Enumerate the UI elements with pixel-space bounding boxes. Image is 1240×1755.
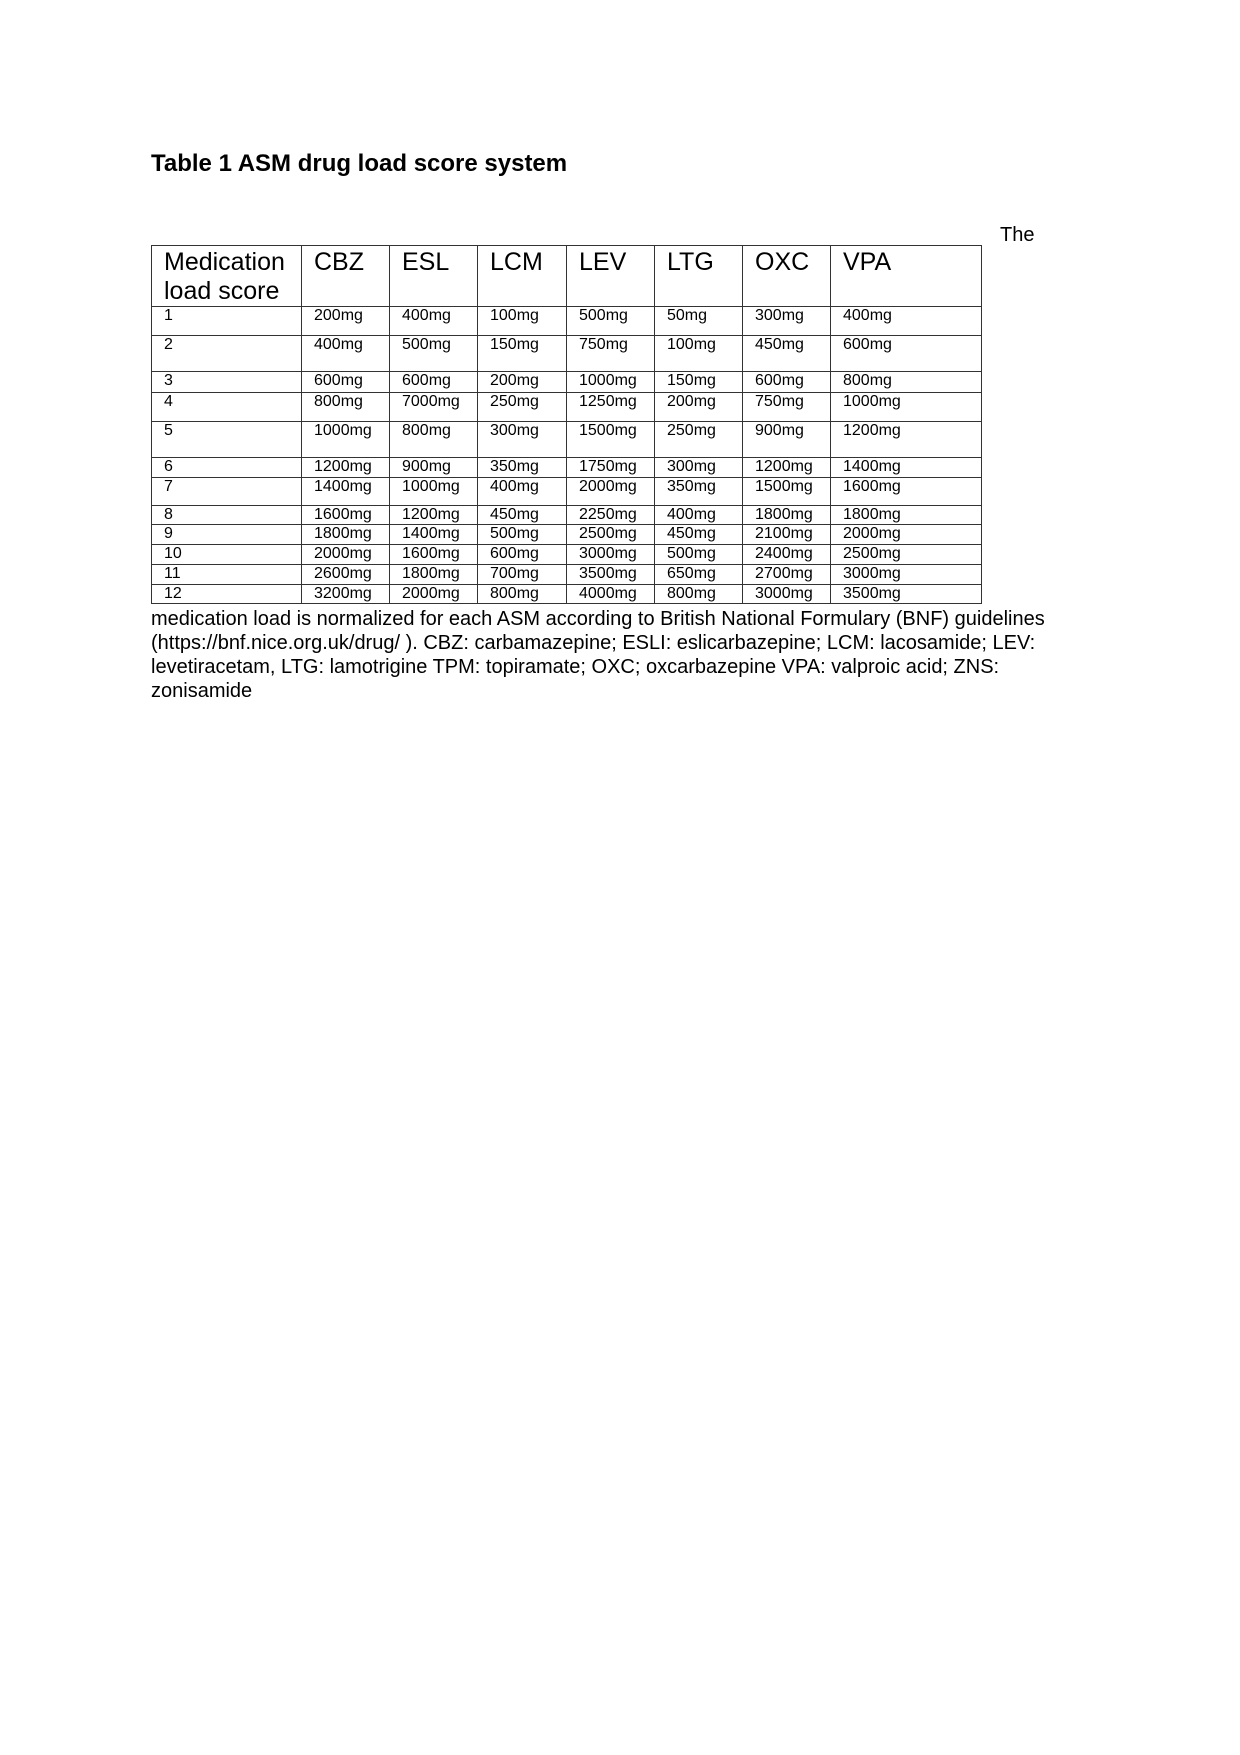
load-score-cell: 6: [152, 458, 302, 478]
header-esl: ESL: [390, 246, 478, 307]
dose-cell: 900mg: [743, 422, 831, 458]
dose-cell: 2000mg: [390, 585, 478, 604]
dose-cell: 400mg: [302, 336, 390, 372]
table-row: [152, 565, 982, 585]
dose-cell: 800mg: [831, 372, 982, 393]
dose-cell: 3000mg: [831, 565, 982, 585]
dose-cell: 4000mg: [567, 585, 655, 604]
dose-cell: 1500mg: [567, 422, 655, 458]
dose-cell: 2100mg: [743, 525, 831, 545]
dose-cell: 700mg: [478, 565, 567, 585]
dose-cell: 3500mg: [831, 585, 982, 604]
load-score-cell: 10: [152, 545, 302, 565]
dose-cell: 2500mg: [567, 525, 655, 545]
header-ltg: LTG: [655, 246, 743, 307]
dose-cell: 2000mg: [831, 525, 982, 545]
dose-cell: 3200mg: [302, 585, 390, 604]
dose-cell: 500mg: [655, 545, 743, 565]
dose-cell: 1200mg: [390, 506, 478, 525]
dose-cell: 450mg: [655, 525, 743, 545]
dose-cell: 300mg: [655, 458, 743, 478]
dose-cell: 1800mg: [831, 506, 982, 525]
load-score-cell: 11: [152, 565, 302, 585]
dose-cell: 2000mg: [567, 478, 655, 506]
dose-cell: 200mg: [655, 393, 743, 422]
dose-cell: 300mg: [478, 422, 567, 458]
table-row: [152, 372, 982, 393]
load-score-cell: 9: [152, 525, 302, 545]
dose-cell: 1600mg: [831, 478, 982, 506]
load-score-cell: 12: [152, 585, 302, 604]
medication-load-table: [151, 245, 982, 604]
dose-cell: 450mg: [743, 336, 831, 372]
header-medication-load-score: Medication load score: [152, 246, 302, 307]
dose-cell: 400mg: [831, 307, 982, 336]
dose-cell: 800mg: [478, 585, 567, 604]
dose-cell: 200mg: [478, 372, 567, 393]
header-lev: LEV: [567, 246, 655, 307]
dose-cell: 800mg: [655, 585, 743, 604]
dose-cell: 400mg: [655, 506, 743, 525]
load-score-cell: 7: [152, 478, 302, 506]
dose-cell: 3000mg: [567, 545, 655, 565]
dose-cell: 200mg: [302, 307, 390, 336]
dose-cell: 450mg: [478, 506, 567, 525]
dose-cell: 600mg: [390, 372, 478, 393]
load-score-cell: 1: [152, 307, 302, 336]
dose-cell: 900mg: [390, 458, 478, 478]
dose-cell: 1800mg: [302, 525, 390, 545]
caption-lead-word: The: [1000, 224, 1035, 246]
header-lcm: LCM: [478, 246, 567, 307]
dose-cell: 800mg: [390, 422, 478, 458]
dose-cell: 800mg: [302, 393, 390, 422]
dose-cell: 350mg: [655, 478, 743, 506]
dose-cell: 2700mg: [743, 565, 831, 585]
dose-cell: 1400mg: [390, 525, 478, 545]
table-row: [152, 422, 982, 458]
dose-cell: 400mg: [478, 478, 567, 506]
dose-cell: 1200mg: [831, 422, 982, 458]
dose-cell: 1750mg: [567, 458, 655, 478]
dose-cell: 1000mg: [390, 478, 478, 506]
dose-cell: 250mg: [478, 393, 567, 422]
table-title: Table 1 ASM drug load score system: [151, 150, 568, 177]
dose-cell: 500mg: [390, 336, 478, 372]
table-row: [152, 307, 982, 336]
dose-cell: 1250mg: [567, 393, 655, 422]
dose-cell: 150mg: [655, 372, 743, 393]
table-row: [152, 585, 982, 604]
dose-cell: 1600mg: [390, 545, 478, 565]
dose-cell: 3000mg: [743, 585, 831, 604]
dose-cell: 650mg: [655, 565, 743, 585]
dose-cell: 600mg: [302, 372, 390, 393]
dose-cell: 100mg: [655, 336, 743, 372]
table-caption: medication load is normalized for each ASM according to British National Formulary (BNF) guidelines (https://bnf.nice.org.uk/drug/ ). CBZ: carbamazepine; ESLI: eslicarbazepine; LCM: lacosamide; LEV: levetiracetam, LTG: lamotrigine TPM: topiramate; OXC; oxcarbazepine VPA: valproic acid; ZNS: zonisamide: [151, 608, 1045, 702]
dose-cell: 1500mg: [743, 478, 831, 506]
dose-cell: 2600mg: [302, 565, 390, 585]
dose-cell: 400mg: [390, 307, 478, 336]
dose-cell: 100mg: [478, 307, 567, 336]
header-cbz: CBZ: [302, 246, 390, 307]
dose-cell: 50mg: [655, 307, 743, 336]
dose-cell: 600mg: [831, 336, 982, 372]
dose-cell: 150mg: [478, 336, 567, 372]
table-row: [152, 525, 982, 545]
load-score-cell: 3: [152, 372, 302, 393]
load-score-cell: 8: [152, 506, 302, 525]
dose-cell: 1800mg: [743, 506, 831, 525]
header-vpa: VPA: [831, 246, 982, 307]
load-score-cell: 2: [152, 336, 302, 372]
dose-cell: 2250mg: [567, 506, 655, 525]
load-score-cell: 5: [152, 422, 302, 458]
dose-cell: 300mg: [743, 307, 831, 336]
dose-cell: 500mg: [567, 307, 655, 336]
dose-cell: 1000mg: [302, 422, 390, 458]
table-row: [152, 336, 982, 372]
dose-cell: 3500mg: [567, 565, 655, 585]
dose-cell: 1600mg: [302, 506, 390, 525]
dose-cell: 1400mg: [302, 478, 390, 506]
dose-cell: 1200mg: [302, 458, 390, 478]
dose-cell: 1400mg: [831, 458, 982, 478]
dose-cell: 1000mg: [567, 372, 655, 393]
dose-cell: 2500mg: [831, 545, 982, 565]
dose-cell: 1000mg: [831, 393, 982, 422]
load-score-cell: 4: [152, 393, 302, 422]
dose-cell: 7000mg: [390, 393, 478, 422]
dose-cell: 350mg: [478, 458, 567, 478]
table-row: [152, 545, 982, 565]
table-header-row: [152, 246, 982, 307]
dose-cell: 600mg: [743, 372, 831, 393]
dose-cell: 750mg: [743, 393, 831, 422]
dose-cell: 600mg: [478, 545, 567, 565]
dose-cell: 500mg: [478, 525, 567, 545]
table-row: [152, 506, 982, 525]
dose-cell: 750mg: [567, 336, 655, 372]
dose-cell: 250mg: [655, 422, 743, 458]
header-oxc: OXC: [743, 246, 831, 307]
dose-cell: 2000mg: [302, 545, 390, 565]
table-row: [152, 458, 982, 478]
table-row: [152, 478, 982, 506]
dose-cell: 1200mg: [743, 458, 831, 478]
table-row: [152, 393, 982, 422]
dose-cell: 1800mg: [390, 565, 478, 585]
dose-cell: 2400mg: [743, 545, 831, 565]
